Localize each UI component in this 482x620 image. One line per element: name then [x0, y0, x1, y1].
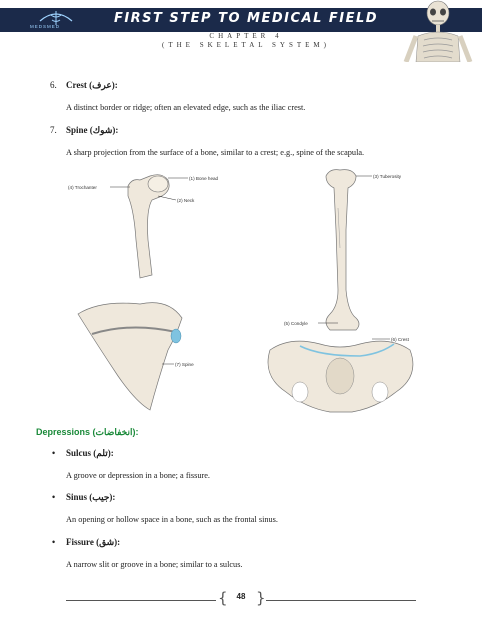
footer-line-left [66, 600, 216, 601]
chapter-number: CHAPTER 4 [209, 32, 283, 40]
bullet-title-sinus: • Sinus (جيب): [52, 492, 116, 502]
item-title-crest: 6. Crest (عرف): [50, 80, 118, 90]
section-heading-depressions: Depressions (انخفاضات): [36, 427, 139, 437]
bullet-body-sulcus: A groove or depression in a bone; a fissure. [66, 471, 211, 480]
label-neck: (2) Neck [177, 198, 195, 203]
item-body-spine: A sharp projection from the surface of a bone, similar to a crest; e.g., spine of the scapula. [66, 148, 365, 157]
page-number: 48 [236, 592, 246, 601]
bullet-title-sulcus: • Sulcus (تلم): [52, 448, 114, 458]
logo-text: MEDSMED [30, 24, 61, 29]
label-condyle: (5) Condyle [284, 321, 308, 326]
pelvis-illustration [268, 341, 413, 412]
label-trochanter: (4) Trochanter [68, 185, 97, 190]
item-body-crest: A distinct border or ridge; often an elevated edge, such as the iliac crest. [66, 103, 306, 112]
label-tuberosity: (3) Tuberosity [373, 174, 402, 179]
bullet-title-fissure: • Fissure (شق): [52, 537, 121, 547]
footer-line-right [266, 600, 416, 601]
bullet-body-sinus: An opening or hollow space in a bone, such as the frontal sinus. [66, 515, 278, 524]
item-title-spine: 7. Spine (شوك): [50, 125, 119, 135]
label-bone-head: (1) Bone head [189, 176, 219, 181]
label-crest: (6) Crest [391, 337, 409, 342]
chapter-subtitle: (THE SKELETAL SYSTEM) [162, 41, 330, 49]
humerus-illustration [128, 175, 169, 278]
brace-right: } [256, 589, 266, 607]
femur-illustration [326, 170, 359, 330]
label-spine: (7) Spine [175, 362, 194, 367]
brace-left: { [218, 589, 228, 607]
header-title: FIRST STEP TO MEDICAL FIELD [113, 11, 379, 26]
scapula-illustration [78, 303, 182, 410]
bullet-body-fissure: A narrow slit or groove in a bone; similar to a sulcus. [66, 560, 243, 569]
